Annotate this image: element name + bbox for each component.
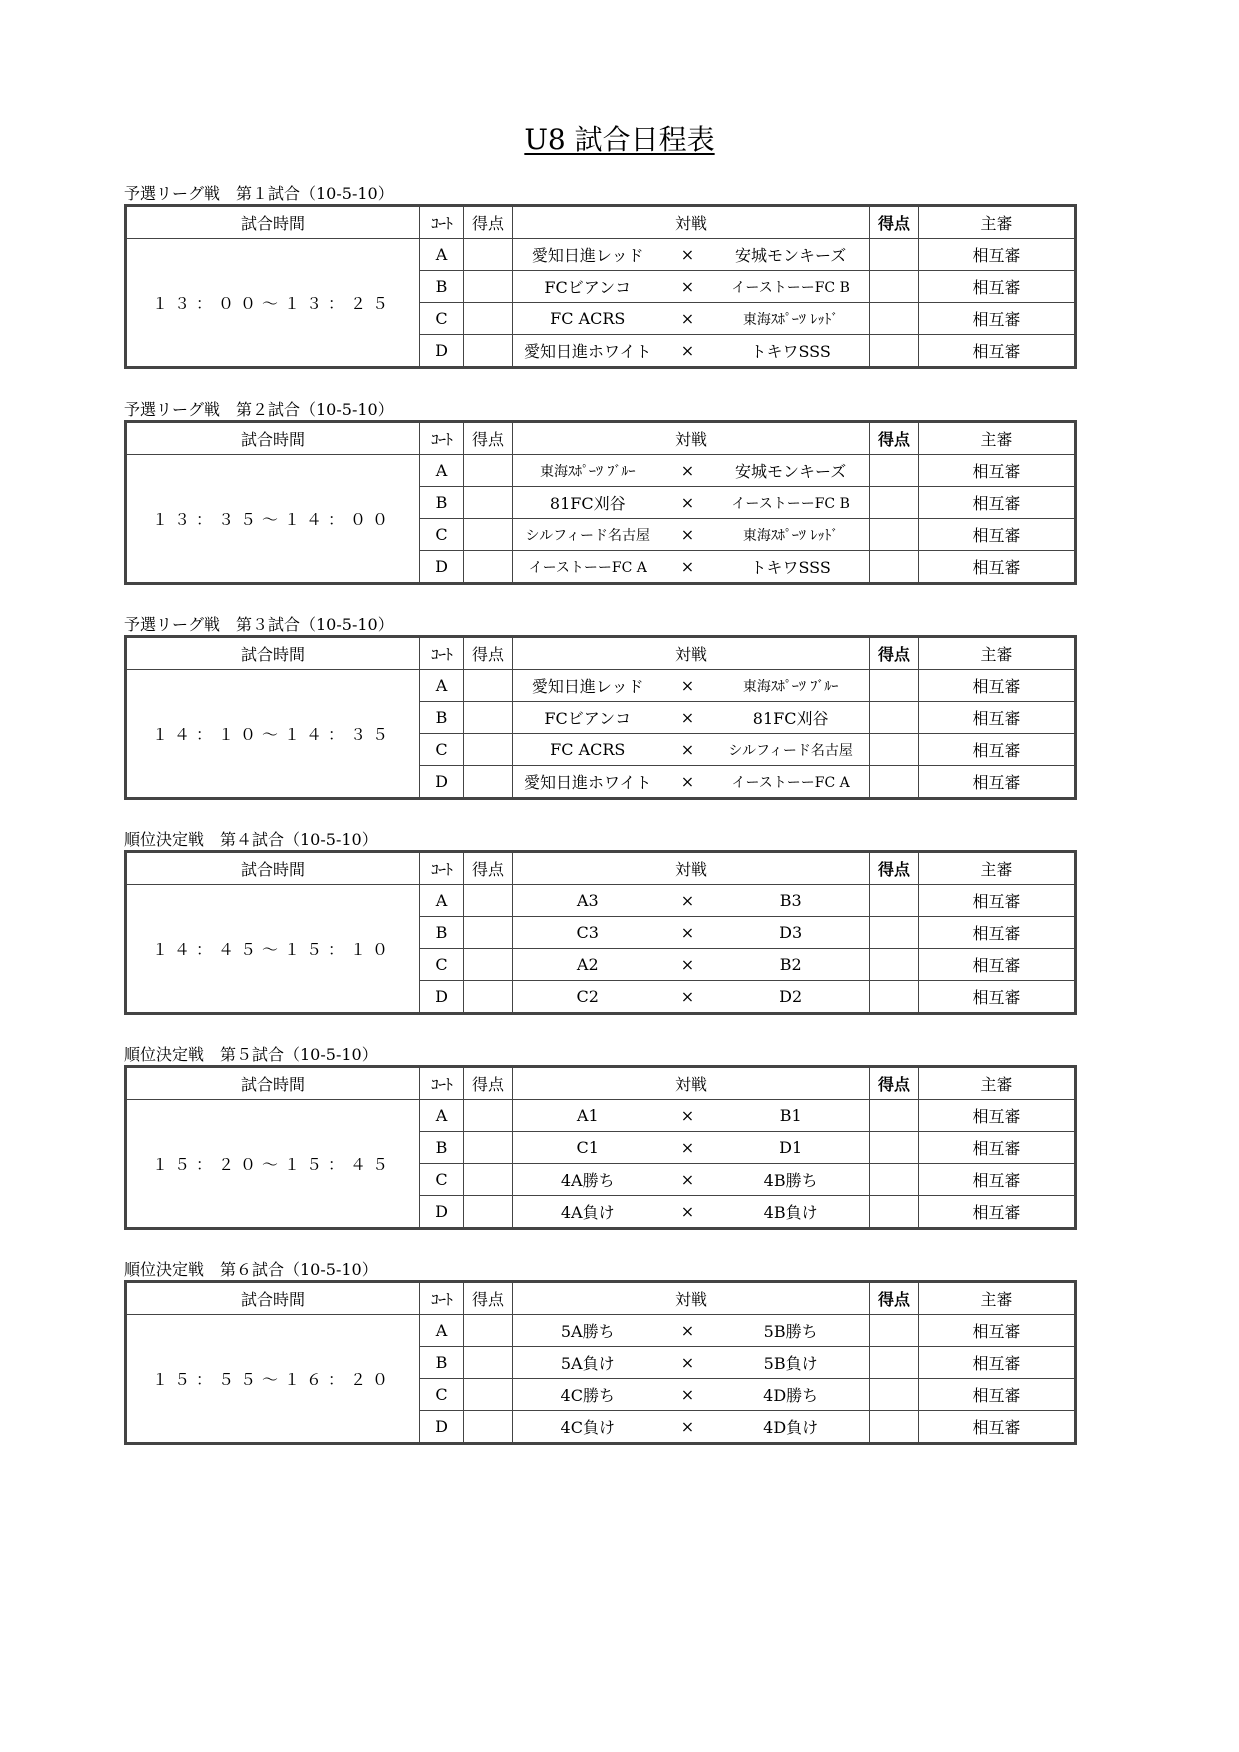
header-match: 対戦 [513, 1067, 870, 1100]
match-time: １４：１０〜１４：３５ [126, 670, 420, 799]
match-cell [513, 1347, 870, 1379]
vs-symbol: × [680, 1170, 695, 1189]
header-match: 対戦 [513, 422, 870, 455]
score-home-cell [464, 487, 513, 519]
referee-cell: 相互審 [919, 917, 1076, 949]
match-cell [513, 981, 870, 1014]
away-team: 5B負け [763, 1354, 818, 1373]
match-cell [513, 519, 870, 551]
table-row [126, 1100, 1076, 1132]
court-cell: A [420, 1315, 464, 1347]
match-cell [513, 1411, 870, 1444]
table-header-row [126, 422, 1076, 455]
home-team: 4C負け [560, 1418, 615, 1437]
score-away-cell [870, 670, 919, 702]
referee-cell: 相互審 [919, 1196, 1076, 1229]
section-caption: 順位決定戦 第６試合（10-5-10） [124, 1260, 378, 1279]
header-time: 試合時間 [126, 852, 420, 885]
away-team: D1 [779, 1138, 803, 1157]
schedule-section [124, 830, 1074, 1015]
home-team: 愛知日進レッド [531, 677, 644, 696]
match-cell [513, 335, 870, 368]
home-team: 4A負け [560, 1203, 615, 1222]
header-referee: 主審 [919, 422, 1076, 455]
home-team: FCビアンコ [544, 278, 632, 297]
match-cell [513, 1379, 870, 1411]
score-home-cell [464, 1164, 513, 1196]
away-team: イーストーーFC B [731, 279, 850, 296]
match-time: １５：２０〜１５：４５ [126, 1100, 420, 1229]
away-team: D3 [779, 923, 803, 942]
score-home-cell [464, 949, 513, 981]
score-away-cell [870, 1379, 919, 1411]
match-cell [513, 917, 870, 949]
vs-symbol: × [680, 245, 695, 264]
header-referee: 主審 [919, 206, 1076, 239]
court-cell: B [420, 1347, 464, 1379]
match-time: １３：３５〜１４：００ [126, 455, 420, 584]
match-time: １３：００〜１３：２５ [126, 239, 420, 368]
score-away-cell [870, 917, 919, 949]
away-team: 4B勝ち [763, 1171, 818, 1190]
table-row [126, 885, 1076, 917]
referee-cell: 相互審 [919, 487, 1076, 519]
vs-symbol: × [680, 1353, 695, 1372]
match-time: １５：５５〜１６：２０ [126, 1315, 420, 1444]
table-row [126, 670, 1076, 702]
header-score-away: 得点 [870, 422, 919, 455]
header-time: 試合時間 [126, 1067, 420, 1100]
header-score-home: 得点 [464, 852, 513, 885]
referee-cell: 相互審 [919, 885, 1076, 917]
vs-symbol: × [680, 740, 695, 759]
score-away-cell [870, 949, 919, 981]
referee-cell: 相互審 [919, 1315, 1076, 1347]
referee-cell: 相互審 [919, 271, 1076, 303]
header-court: ｺｰﾄ [420, 852, 464, 885]
vs-symbol: × [680, 461, 695, 480]
score-home-cell [464, 1347, 513, 1379]
away-team: 東海ｽﾎﾟｰﾂ ﾚｯﾄﾞ [742, 527, 839, 544]
schedule-table [124, 1280, 1077, 1445]
away-team: 4B負け [763, 1203, 818, 1222]
score-away-cell [870, 766, 919, 799]
home-team: 81FC刈谷 [549, 494, 626, 513]
home-team: FC ACRS [550, 740, 626, 759]
match-cell [513, 1164, 870, 1196]
vs-symbol: × [680, 493, 695, 512]
section-caption: 予選リーグ戦 第２試合（10-5-10） [124, 400, 394, 419]
header-score-home: 得点 [464, 637, 513, 670]
court-cell: C [420, 519, 464, 551]
match-cell [513, 1196, 870, 1229]
score-away-cell [870, 734, 919, 766]
court-cell: C [420, 303, 464, 335]
away-team: イーストーーFC A [731, 774, 850, 791]
away-team: B3 [779, 891, 802, 910]
vs-symbol: × [680, 923, 695, 942]
score-home-cell [464, 766, 513, 799]
home-team: C3 [576, 923, 599, 942]
header-score-home: 得点 [464, 422, 513, 455]
away-team: 81FC刈谷 [752, 709, 829, 728]
header-score-away: 得点 [870, 1282, 919, 1315]
home-team: 愛知日進レッド [531, 246, 644, 265]
match-cell [513, 551, 870, 584]
referee-cell: 相互審 [919, 766, 1076, 799]
table-header-row [126, 852, 1076, 885]
referee-cell: 相互審 [919, 519, 1076, 551]
score-home-cell [464, 670, 513, 702]
header-referee: 主審 [919, 852, 1076, 885]
referee-cell: 相互審 [919, 1411, 1076, 1444]
vs-symbol: × [680, 891, 695, 910]
score-away-cell [870, 981, 919, 1014]
vs-symbol: × [680, 987, 695, 1006]
court-cell: C [420, 1379, 464, 1411]
match-cell [513, 702, 870, 734]
vs-symbol: × [680, 341, 695, 360]
away-team: 4D負け [763, 1418, 819, 1437]
score-away-cell [870, 1347, 919, 1379]
home-team: 4A勝ち [560, 1171, 615, 1190]
referee-cell: 相互審 [919, 949, 1076, 981]
home-team: A3 [576, 891, 599, 910]
score-away-cell [870, 303, 919, 335]
match-cell [513, 1315, 870, 1347]
home-team: 東海ｽﾎﾟｰﾂ ﾌﾞﾙｰ [540, 463, 636, 480]
vs-symbol: × [680, 1138, 695, 1157]
court-cell: D [420, 981, 464, 1014]
schedule-section [124, 1260, 1074, 1445]
score-home-cell [464, 917, 513, 949]
page-title-text: U8 試合日程表 [524, 123, 715, 156]
match-cell [513, 670, 870, 702]
referee-cell: 相互審 [919, 1164, 1076, 1196]
score-home-cell [464, 885, 513, 917]
referee-cell: 相互審 [919, 455, 1076, 487]
vs-symbol: × [680, 1321, 695, 1340]
referee-cell: 相互審 [919, 1100, 1076, 1132]
away-team: トキワSSS [750, 342, 831, 361]
match-cell [513, 734, 870, 766]
header-time: 試合時間 [126, 422, 420, 455]
vs-symbol: × [680, 1385, 695, 1404]
score-away-cell [870, 519, 919, 551]
table-header-row [126, 206, 1076, 239]
table-header-row [126, 1067, 1076, 1100]
score-home-cell [464, 271, 513, 303]
court-cell: D [420, 766, 464, 799]
court-cell: D [420, 1411, 464, 1444]
score-home-cell [464, 551, 513, 584]
referee-cell: 相互審 [919, 1132, 1076, 1164]
score-home-cell [464, 1379, 513, 1411]
page-title [0, 122, 1239, 158]
match-cell [513, 239, 870, 271]
score-away-cell [870, 885, 919, 917]
vs-symbol: × [680, 708, 695, 727]
section-caption: 予選リーグ戦 第３試合（10-5-10） [124, 615, 394, 634]
header-referee: 主審 [919, 1067, 1076, 1100]
court-cell: A [420, 670, 464, 702]
score-home-cell [464, 1100, 513, 1132]
score-away-cell [870, 271, 919, 303]
court-cell: B [420, 487, 464, 519]
home-team: FCビアンコ [544, 709, 632, 728]
court-cell: A [420, 1100, 464, 1132]
header-match: 対戦 [513, 206, 870, 239]
match-cell [513, 1132, 870, 1164]
table-row [126, 1315, 1076, 1347]
home-team: 愛知日進ホワイト [523, 773, 652, 792]
match-cell [513, 487, 870, 519]
score-home-cell [464, 335, 513, 368]
match-cell [513, 271, 870, 303]
vs-symbol: × [680, 955, 695, 974]
table-header-row [126, 637, 1076, 670]
court-cell: D [420, 335, 464, 368]
table-row [126, 455, 1076, 487]
score-home-cell [464, 981, 513, 1014]
score-home-cell [464, 734, 513, 766]
vs-symbol: × [680, 1202, 695, 1221]
away-team: 安城モンキーズ [735, 462, 847, 481]
score-away-cell [870, 1411, 919, 1444]
header-time: 試合時間 [126, 637, 420, 670]
away-team: シルフィード名古屋 [728, 742, 853, 759]
referee-cell: 相互審 [919, 702, 1076, 734]
vs-symbol: × [680, 1106, 695, 1125]
header-court: ｺｰﾄ [420, 637, 464, 670]
court-cell: C [420, 734, 464, 766]
referee-cell: 相互審 [919, 551, 1076, 584]
court-cell: D [420, 551, 464, 584]
court-cell: C [420, 1164, 464, 1196]
score-home-cell [464, 303, 513, 335]
header-match: 対戦 [513, 637, 870, 670]
court-cell: B [420, 917, 464, 949]
score-away-cell [870, 487, 919, 519]
header-referee: 主審 [919, 637, 1076, 670]
referee-cell: 相互審 [919, 335, 1076, 368]
section-caption: 順位決定戦 第４試合（10-5-10） [124, 830, 378, 849]
away-team: B2 [779, 955, 802, 974]
score-away-cell [870, 1132, 919, 1164]
schedule-section [124, 184, 1074, 369]
header-score-away: 得点 [870, 1067, 919, 1100]
referee-cell: 相互審 [919, 981, 1076, 1014]
referee-cell: 相互審 [919, 1347, 1076, 1379]
header-time: 試合時間 [126, 206, 420, 239]
vs-symbol: × [680, 277, 695, 296]
score-away-cell [870, 1315, 919, 1347]
court-cell: A [420, 455, 464, 487]
referee-cell: 相互審 [919, 239, 1076, 271]
header-time: 試合時間 [126, 1282, 420, 1315]
header-score-home: 得点 [464, 1282, 513, 1315]
match-cell [513, 303, 870, 335]
score-home-cell [464, 239, 513, 271]
court-cell: D [420, 1196, 464, 1229]
home-team: シルフィード名古屋 [525, 527, 651, 544]
schedule-section [124, 1045, 1074, 1230]
header-referee: 主審 [919, 1282, 1076, 1315]
match-cell [513, 455, 870, 487]
score-home-cell [464, 702, 513, 734]
home-team: C2 [576, 987, 599, 1006]
referee-cell: 相互審 [919, 734, 1076, 766]
header-score-home: 得点 [464, 1067, 513, 1100]
header-court: ｺｰﾄ [420, 206, 464, 239]
schedule-table [124, 204, 1077, 369]
header-court: ｺｰﾄ [420, 1282, 464, 1315]
match-cell [513, 885, 870, 917]
header-court: ｺｰﾄ [420, 1067, 464, 1100]
schedule-section [124, 400, 1074, 585]
score-away-cell [870, 702, 919, 734]
score-home-cell [464, 1315, 513, 1347]
score-home-cell [464, 1196, 513, 1229]
court-cell: B [420, 1132, 464, 1164]
match-cell [513, 949, 870, 981]
header-match: 対戦 [513, 852, 870, 885]
vs-symbol: × [680, 772, 695, 791]
schedule-section [124, 615, 1074, 800]
score-away-cell [870, 551, 919, 584]
score-away-cell [870, 1100, 919, 1132]
court-cell: B [420, 702, 464, 734]
away-team: 東海ｽﾎﾟｰﾂ ﾚｯﾄﾞ [742, 311, 839, 328]
vs-symbol: × [680, 1417, 695, 1436]
referee-cell: 相互審 [919, 303, 1076, 335]
court-cell: C [420, 949, 464, 981]
away-team: B1 [779, 1106, 802, 1125]
vs-symbol: × [680, 557, 695, 576]
home-team: C1 [576, 1138, 599, 1157]
schedule-table [124, 635, 1077, 800]
away-team: イーストーーFC B [731, 495, 850, 512]
section-caption: 予選リーグ戦 第１試合（10-5-10） [124, 184, 394, 203]
score-home-cell [464, 1132, 513, 1164]
away-team: トキワSSS [750, 558, 831, 577]
table-header-row [126, 1282, 1076, 1315]
header-match: 対戦 [513, 1282, 870, 1315]
vs-symbol: × [680, 309, 695, 328]
score-away-cell [870, 1164, 919, 1196]
score-home-cell [464, 519, 513, 551]
home-team: イーストーーFC A [528, 559, 647, 576]
score-home-cell [464, 1411, 513, 1444]
away-team: 5B勝ち [763, 1322, 818, 1341]
home-team: 愛知日進ホワイト [523, 342, 652, 361]
home-team: 4C勝ち [560, 1386, 615, 1405]
header-score-home: 得点 [464, 206, 513, 239]
match-time: １４：４５〜１５：１０ [126, 885, 420, 1014]
court-cell: B [420, 271, 464, 303]
match-cell [513, 766, 870, 799]
score-away-cell [870, 455, 919, 487]
home-team: A2 [576, 955, 599, 974]
score-away-cell [870, 239, 919, 271]
home-team: 5A勝ち [560, 1322, 615, 1341]
court-cell: A [420, 239, 464, 271]
score-away-cell [870, 1196, 919, 1229]
section-caption: 順位決定戦 第５試合（10-5-10） [124, 1045, 378, 1064]
referee-cell: 相互審 [919, 1379, 1076, 1411]
schedule-table [124, 1065, 1077, 1230]
header-court: ｺｰﾄ [420, 422, 464, 455]
away-team: 東海ｽﾎﾟｰﾂ ﾌﾞﾙｰ [742, 678, 839, 695]
home-team: A1 [576, 1106, 599, 1125]
table-row [126, 239, 1076, 271]
away-team: D2 [779, 987, 803, 1006]
header-score-away: 得点 [870, 852, 919, 885]
score-home-cell [464, 455, 513, 487]
home-team: 5A負け [560, 1354, 615, 1373]
header-score-away: 得点 [870, 637, 919, 670]
score-away-cell [870, 335, 919, 368]
away-team: 4D勝ち [763, 1386, 819, 1405]
match-cell [513, 1100, 870, 1132]
vs-symbol: × [680, 676, 695, 695]
schedule-table [124, 420, 1077, 585]
vs-symbol: × [680, 525, 695, 544]
header-score-away: 得点 [870, 206, 919, 239]
referee-cell: 相互審 [919, 670, 1076, 702]
schedule-table [124, 850, 1077, 1015]
away-team: 安城モンキーズ [735, 246, 847, 265]
court-cell: A [420, 885, 464, 917]
home-team: FC ACRS [550, 309, 626, 328]
